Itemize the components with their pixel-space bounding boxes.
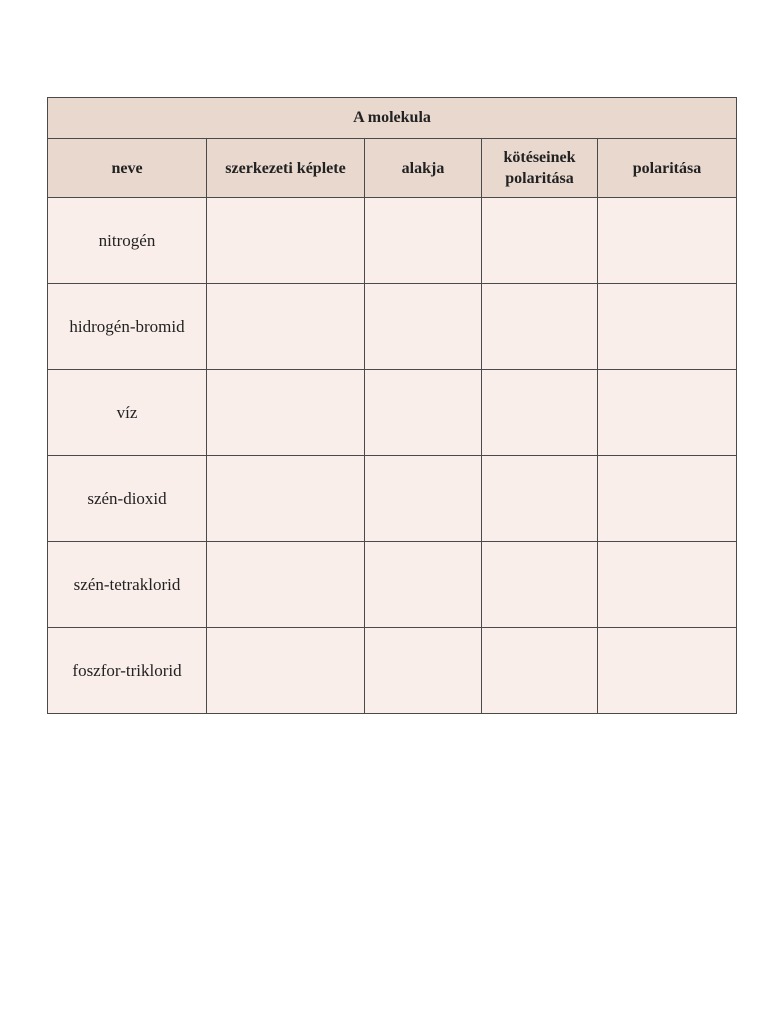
answer-cell-shape[interactable] [365,542,482,628]
column-header-polarity: polaritása [598,139,737,198]
answer-cell-structural-formula[interactable] [207,370,365,456]
table-row [48,542,737,628]
molecule-worksheet-table [47,97,737,714]
answer-cell-polarity[interactable] [598,628,737,714]
column-header-structural-formula: szerkezeti képlete [207,139,365,198]
answer-cell-structural-formula[interactable] [207,456,365,542]
answer-cell-structural-formula[interactable] [207,198,365,284]
answer-cell-structural-formula[interactable] [207,542,365,628]
answer-cell-bond-polarity[interactable] [482,542,598,628]
answer-cell-shape[interactable] [365,370,482,456]
column-header-shape: alakja [365,139,482,198]
table-row [48,370,737,456]
answer-cell-shape[interactable] [365,198,482,284]
molecule-name-cell: szén-dioxid [48,456,207,542]
answer-cell-polarity[interactable] [598,198,737,284]
table-header-row [48,139,737,198]
column-header-name: neve [48,139,207,198]
answer-cell-bond-polarity[interactable] [482,284,598,370]
molecule-name-cell: nitrogén [48,198,207,284]
answer-cell-polarity[interactable] [598,284,737,370]
answer-cell-shape[interactable] [365,628,482,714]
answer-cell-structural-formula[interactable] [207,628,365,714]
table-row [48,456,737,542]
answer-cell-bond-polarity[interactable] [482,456,598,542]
answer-cell-shape[interactable] [365,284,482,370]
molecule-name-cell: foszfor-triklorid [48,628,207,714]
answer-cell-polarity[interactable] [598,370,737,456]
column-header-bond-polarity: kötéseinek polaritása [482,139,598,198]
molecule-name-cell: szén-tetraklorid [48,542,207,628]
table-title: A molekula [48,98,737,139]
table-title-row [48,98,737,139]
molecule-name-cell: hidrogén-bromid [48,284,207,370]
answer-cell-polarity[interactable] [598,456,737,542]
answer-cell-bond-polarity[interactable] [482,198,598,284]
molecule-name-cell: víz [48,370,207,456]
answer-cell-polarity[interactable] [598,542,737,628]
table-row [48,284,737,370]
table-row [48,198,737,284]
table-row [48,628,737,714]
answer-cell-structural-formula[interactable] [207,284,365,370]
answer-cell-bond-polarity[interactable] [482,628,598,714]
answer-cell-bond-polarity[interactable] [482,370,598,456]
answer-cell-shape[interactable] [365,456,482,542]
